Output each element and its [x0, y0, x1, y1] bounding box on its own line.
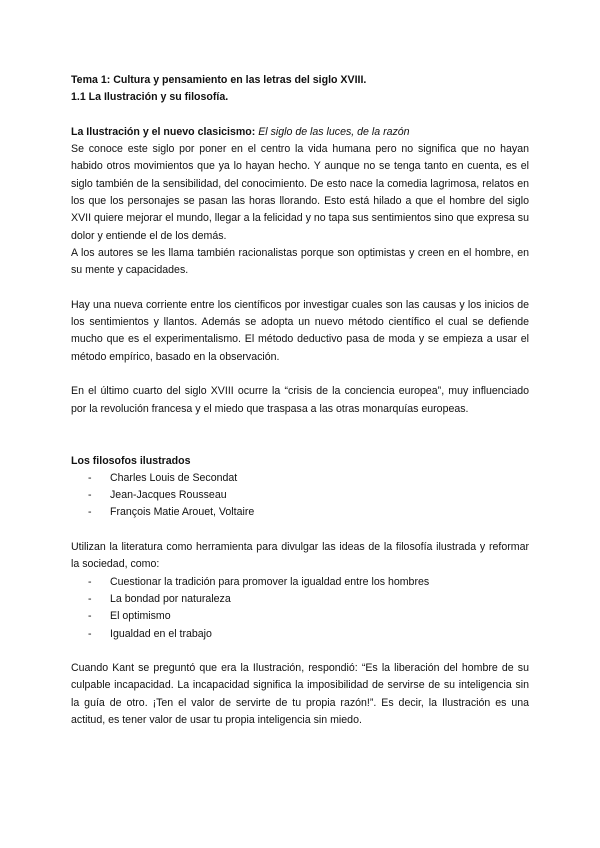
paragraph-4: En el último cuarto del siglo XVIII ocurre la “crisis de la conciencia europea”, muy influenciado por la revolución francesa y el miedo que traspasa a las otras monarquías europeas. [71, 385, 529, 415]
spacer [71, 643, 529, 660]
section-heading-italic: El siglo de las luces, de la razón [258, 125, 410, 138]
spacer [71, 280, 529, 297]
spacer [71, 107, 529, 124]
list-item: - Cuestionar la tradición para promover la igualdad entre los hombres [88, 574, 529, 591]
list-item: - Igualdad en el trabajo [88, 626, 529, 643]
section-heading-ilustracion [71, 124, 529, 141]
section-heading-filosofos: Los filosofos ilustrados [71, 454, 191, 467]
list-item: - El optimismo [88, 608, 529, 625]
paragraph-3: Hay una nueva corriente entre los científicos por investigar cuales son las causas y los inicios de los sentimientos y llantos. Además se adopta un nuevo método científico el cual se defiende mucho que es el experimentalismo. El método deductivo pasa de moda y se empieza a usar el método empírico, basado en la observación. [71, 298, 529, 363]
list-item: - Charles Louis de Secondat [88, 470, 529, 487]
spacer [71, 366, 529, 383]
philosophers-list [71, 470, 529, 522]
document-title: Tema 1: Cultura y pensamiento en las letras del siglo XVIII. [71, 74, 367, 86]
paragraph-1: Se conoce este siglo por poner en el centro la vida humana pero no significa que no hayan habido otros movimientos que ya lo hayan hecho. Y aunque no se tenga tanto en cuenta, es el siglo también de la sensibilidad, del conocimiento. De esto nace la comedia lagrimosa, relatos en los que los personajes se pasan las horas llorando. Esto está hilado a que el hombre del siglo XVII quiere mejorar el mundo, llegar a la felicidad y no tapa sus sentimientos sino que expresa su dolor y entiende el de los demás. [71, 143, 529, 242]
paragraph-kant: Cuando Kant se preguntó que era la Ilustración, respondió: “Es la liberación del hombre de su culpable incapacidad. La incapacidad significa la imposibilidad de servirse de su inteligencia sin la guía de otro. ¡Ten el valor de servirte de tu propia razón!”. Es decir, la Ilustración es una actitud, es tener valor de usar tu propia inteligencia sin miedo. [71, 662, 529, 726]
paragraph-2: A los autores se les llama también racionalistas porque son optimistas y creen en el hombre, en su mente y capacidades. [71, 246, 529, 277]
document-body [71, 72, 529, 729]
list-item: - La bondad por naturaleza [88, 591, 529, 608]
list-item: - Jean-Jacques Rousseau [88, 487, 529, 504]
section-heading-bold: La Ilustración y el nuevo clasicismo: [71, 125, 259, 138]
paragraph-intro: Utilizan la literatura como herramienta para divulgar las ideas de la filosofía ilustrada y reformar la sociedad, como: [71, 541, 529, 571]
spacer [71, 522, 529, 539]
list-item: - François Matie Arouet, Voltaire [88, 504, 529, 521]
spacer [71, 418, 529, 453]
ideas-list [71, 574, 529, 643]
section-subtitle: 1.1 La Ilustración y su filosofía. [71, 91, 229, 104]
